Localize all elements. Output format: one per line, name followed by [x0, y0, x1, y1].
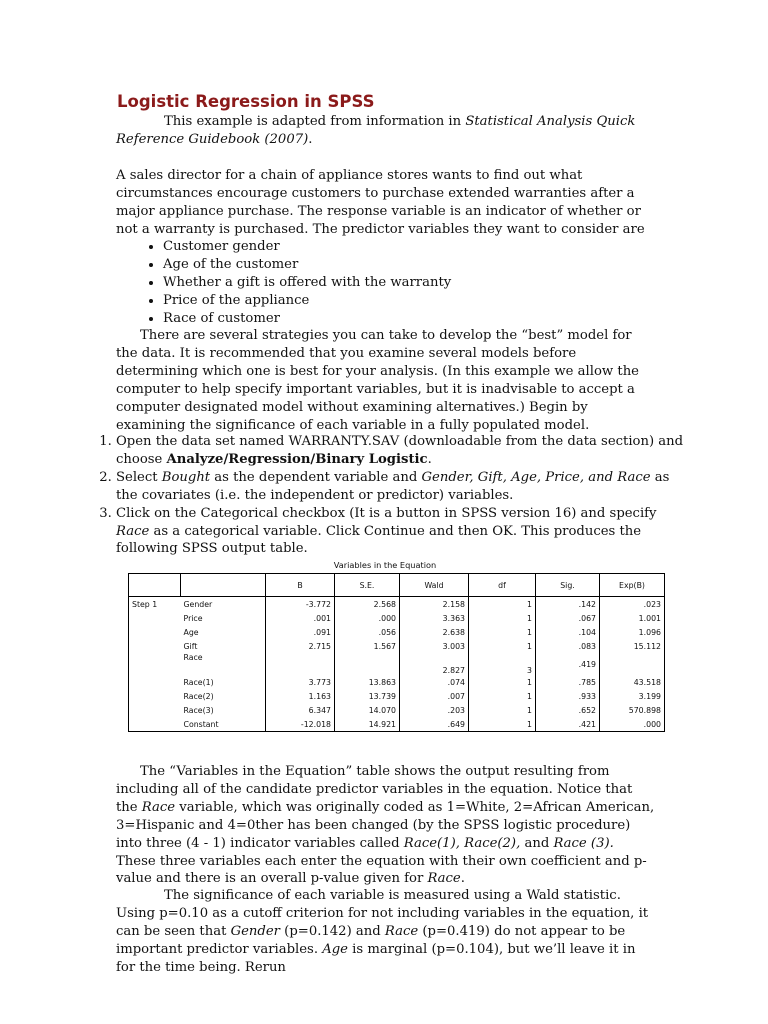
- cell-b: 6.347: [266, 703, 335, 717]
- table-row: [129, 611, 665, 625]
- table-row: [129, 703, 665, 717]
- cell-sig: .083: [536, 639, 600, 653]
- cell-se: .000: [335, 611, 400, 625]
- list-item: • Race of customer: [163, 310, 663, 328]
- step-label: Step 1: [129, 597, 181, 612]
- col-header-expb: Exp(B): [600, 574, 665, 597]
- cell-expb: 1.001: [600, 611, 665, 625]
- cell-sig: .104: [536, 625, 600, 639]
- table-row: [129, 689, 665, 703]
- cell-b: -12.018: [266, 717, 335, 732]
- row-label: Constant: [181, 717, 266, 732]
- row-label: Gender: [181, 597, 266, 612]
- cell-expb: 1.096: [600, 625, 665, 639]
- cell-expb: .000: [600, 717, 665, 732]
- cell-b: -3.772: [266, 597, 335, 612]
- cell-sig: .067: [536, 611, 600, 625]
- strategies-paragraph: There are several strategies you can take to develop the “best” model for the data. It is recommended that you examine several models before determining which one is best for your analysis. (In this example we allow the computer to help specify important variables, but it is inadvisable to accept a computer designated model without examining alternatives.) Begin by examining the significance of each variable in a fully populated model.: [116, 328, 639, 433]
- row-label: Race(2): [181, 689, 266, 703]
- cell-se: [335, 653, 400, 675]
- cell-expb: [600, 653, 665, 675]
- cell-b: .091: [266, 625, 335, 639]
- cell-wald: 2.827: [400, 653, 469, 675]
- scenario-paragraph: A sales director for a chain of appliance stores wants to find out what circumstances encourage customers to purchase extended warranties after a major appliance purchase. The response variable is an indicator of whether or not a warranty is purchased. The predictor variables they want to consider are: [116, 168, 645, 237]
- cell-df: 1: [469, 689, 536, 703]
- cell-expb: 3.199: [600, 689, 665, 703]
- cell-se: 14.921: [335, 717, 400, 732]
- cell-b: .001: [266, 611, 335, 625]
- cell-wald: 3.363: [400, 611, 469, 625]
- intro-suffix: .: [308, 131, 313, 147]
- cell-expb: .023: [600, 597, 665, 612]
- cell-b: 3.773: [266, 675, 335, 689]
- table-row: [129, 639, 665, 653]
- cell-df: 1: [469, 675, 536, 689]
- cell-df: 1: [469, 611, 536, 625]
- col-header-se: S.E.: [335, 574, 400, 597]
- row-label: Race(3): [181, 703, 266, 717]
- cell-df: 1: [469, 625, 536, 639]
- col-header-b: B: [266, 574, 335, 597]
- cell-sig: .785: [536, 675, 600, 689]
- cell-expb: 15.112: [600, 639, 665, 653]
- table-row: [129, 653, 665, 675]
- row-label: Race(1): [181, 675, 266, 689]
- step-2: 2. Select Bought as the dependent variable and Gender, Gift, Age, Price, and Race as the covariates (i.e. the independent or predictor) variables.: [116, 469, 686, 505]
- steps-list: [90, 433, 686, 558]
- intro-prefix: This example is adapted from information in: [164, 114, 466, 129]
- list-item: • Age of the customer: [163, 256, 663, 274]
- cell-df: 1: [469, 597, 536, 612]
- menu-path: Analyze/Regression/Binary Logistic: [166, 451, 428, 467]
- cell-wald: .203: [400, 703, 469, 717]
- cell-expb: 570.898: [600, 703, 665, 717]
- col-header-sig: Sig.: [536, 574, 600, 597]
- cell-se: 13.863: [335, 675, 400, 689]
- cell-expb: 43.518: [600, 675, 665, 689]
- step-1: 1. Open the data set named WARRANTY.SAV (downloadable from the data section) and choose Analyze/Regression/Binary Logistic.: [116, 433, 686, 469]
- cell-wald: .007: [400, 689, 469, 703]
- step-3: 3. Click on the Categorical checkbox (It is a button in SPSS version 16) and specify Race as a categorical variable. Click Continue and then OK. This produces the following SPSS output table.: [116, 505, 686, 559]
- col-header-wald: Wald: [400, 574, 469, 597]
- cell-se: 2.568: [335, 597, 400, 612]
- list-item: • Whether a gift is offered with the warranty: [163, 274, 663, 292]
- table-header-row: [129, 574, 665, 597]
- cell-df: 1: [469, 703, 536, 717]
- cell-wald: .649: [400, 717, 469, 732]
- row-label: Price: [181, 611, 266, 625]
- table-row: [129, 597, 665, 612]
- cell-df: 1: [469, 717, 536, 732]
- cell-wald: .074: [400, 675, 469, 689]
- cell-se: .056: [335, 625, 400, 639]
- cell-se: 14.070: [335, 703, 400, 717]
- cell-sig: .933: [536, 689, 600, 703]
- intro-source: Statistical Analysis Quick Reference Guidebook (2007): [116, 114, 636, 147]
- table-body: [129, 597, 665, 732]
- cell-b: [266, 653, 335, 675]
- cell-sig: .421: [536, 717, 600, 732]
- cell-df: 3: [469, 653, 536, 675]
- row-label: Age: [181, 625, 266, 639]
- cell-sig: .652: [536, 703, 600, 717]
- list-item: • Price of the appliance: [163, 292, 663, 310]
- cell-sig: .419: [536, 653, 600, 675]
- variables-table: [128, 573, 665, 732]
- table-caption: Variables in the Equation: [333, 560, 437, 570]
- explanation-paragraph: The “Variables in the Equation” table shows the output resulting from including all of the candidate predictor variables in the equation. Notice that the Race variable, which was originally coded as 1=White, 2=African American, 3=Hispanic and 4=0ther has been changed (by the SPSS logistic procedure) into three (4 - 1) indicator variables called Race(1), Race(2), and Race (3). These three variables each enter the equation with their own coefficient and p-value and there is an overall p-value given for Race.: [116, 764, 655, 887]
- significance-paragraph: The significance of each variable is measured using a Wald statistic. Using p=0.10 as a cutoff criterion for not including variables in the equation, it can be seen that Gender (p=0.142) and Race (p=0.419) do not appear to be important predictor variables. Age is marginal (p=0.104), but we’ll leave it in for the time being. Rerun: [116, 888, 649, 975]
- cell-wald: 2.158: [400, 597, 469, 612]
- page-title: Logistic Regression in SPSS: [117, 92, 375, 111]
- cell-wald: 2.638: [400, 625, 469, 639]
- intro-paragraph: [116, 113, 656, 149]
- list-item: • Customer gender: [163, 238, 663, 256]
- table-row: [129, 625, 665, 639]
- cell-b: 2.715: [266, 639, 335, 653]
- row-label: Race: [181, 653, 266, 675]
- cell-wald: 3.003: [400, 639, 469, 653]
- cell-sig: .142: [536, 597, 600, 612]
- cell-se: 1.567: [335, 639, 400, 653]
- predictor-list: [140, 238, 663, 328]
- col-header-df: df: [469, 574, 536, 597]
- cell-se: 13.739: [335, 689, 400, 703]
- row-label: Gift: [181, 639, 266, 653]
- cell-b: 1.163: [266, 689, 335, 703]
- table-row: [129, 717, 665, 732]
- cell-df: 1: [469, 639, 536, 653]
- table-row: [129, 675, 665, 689]
